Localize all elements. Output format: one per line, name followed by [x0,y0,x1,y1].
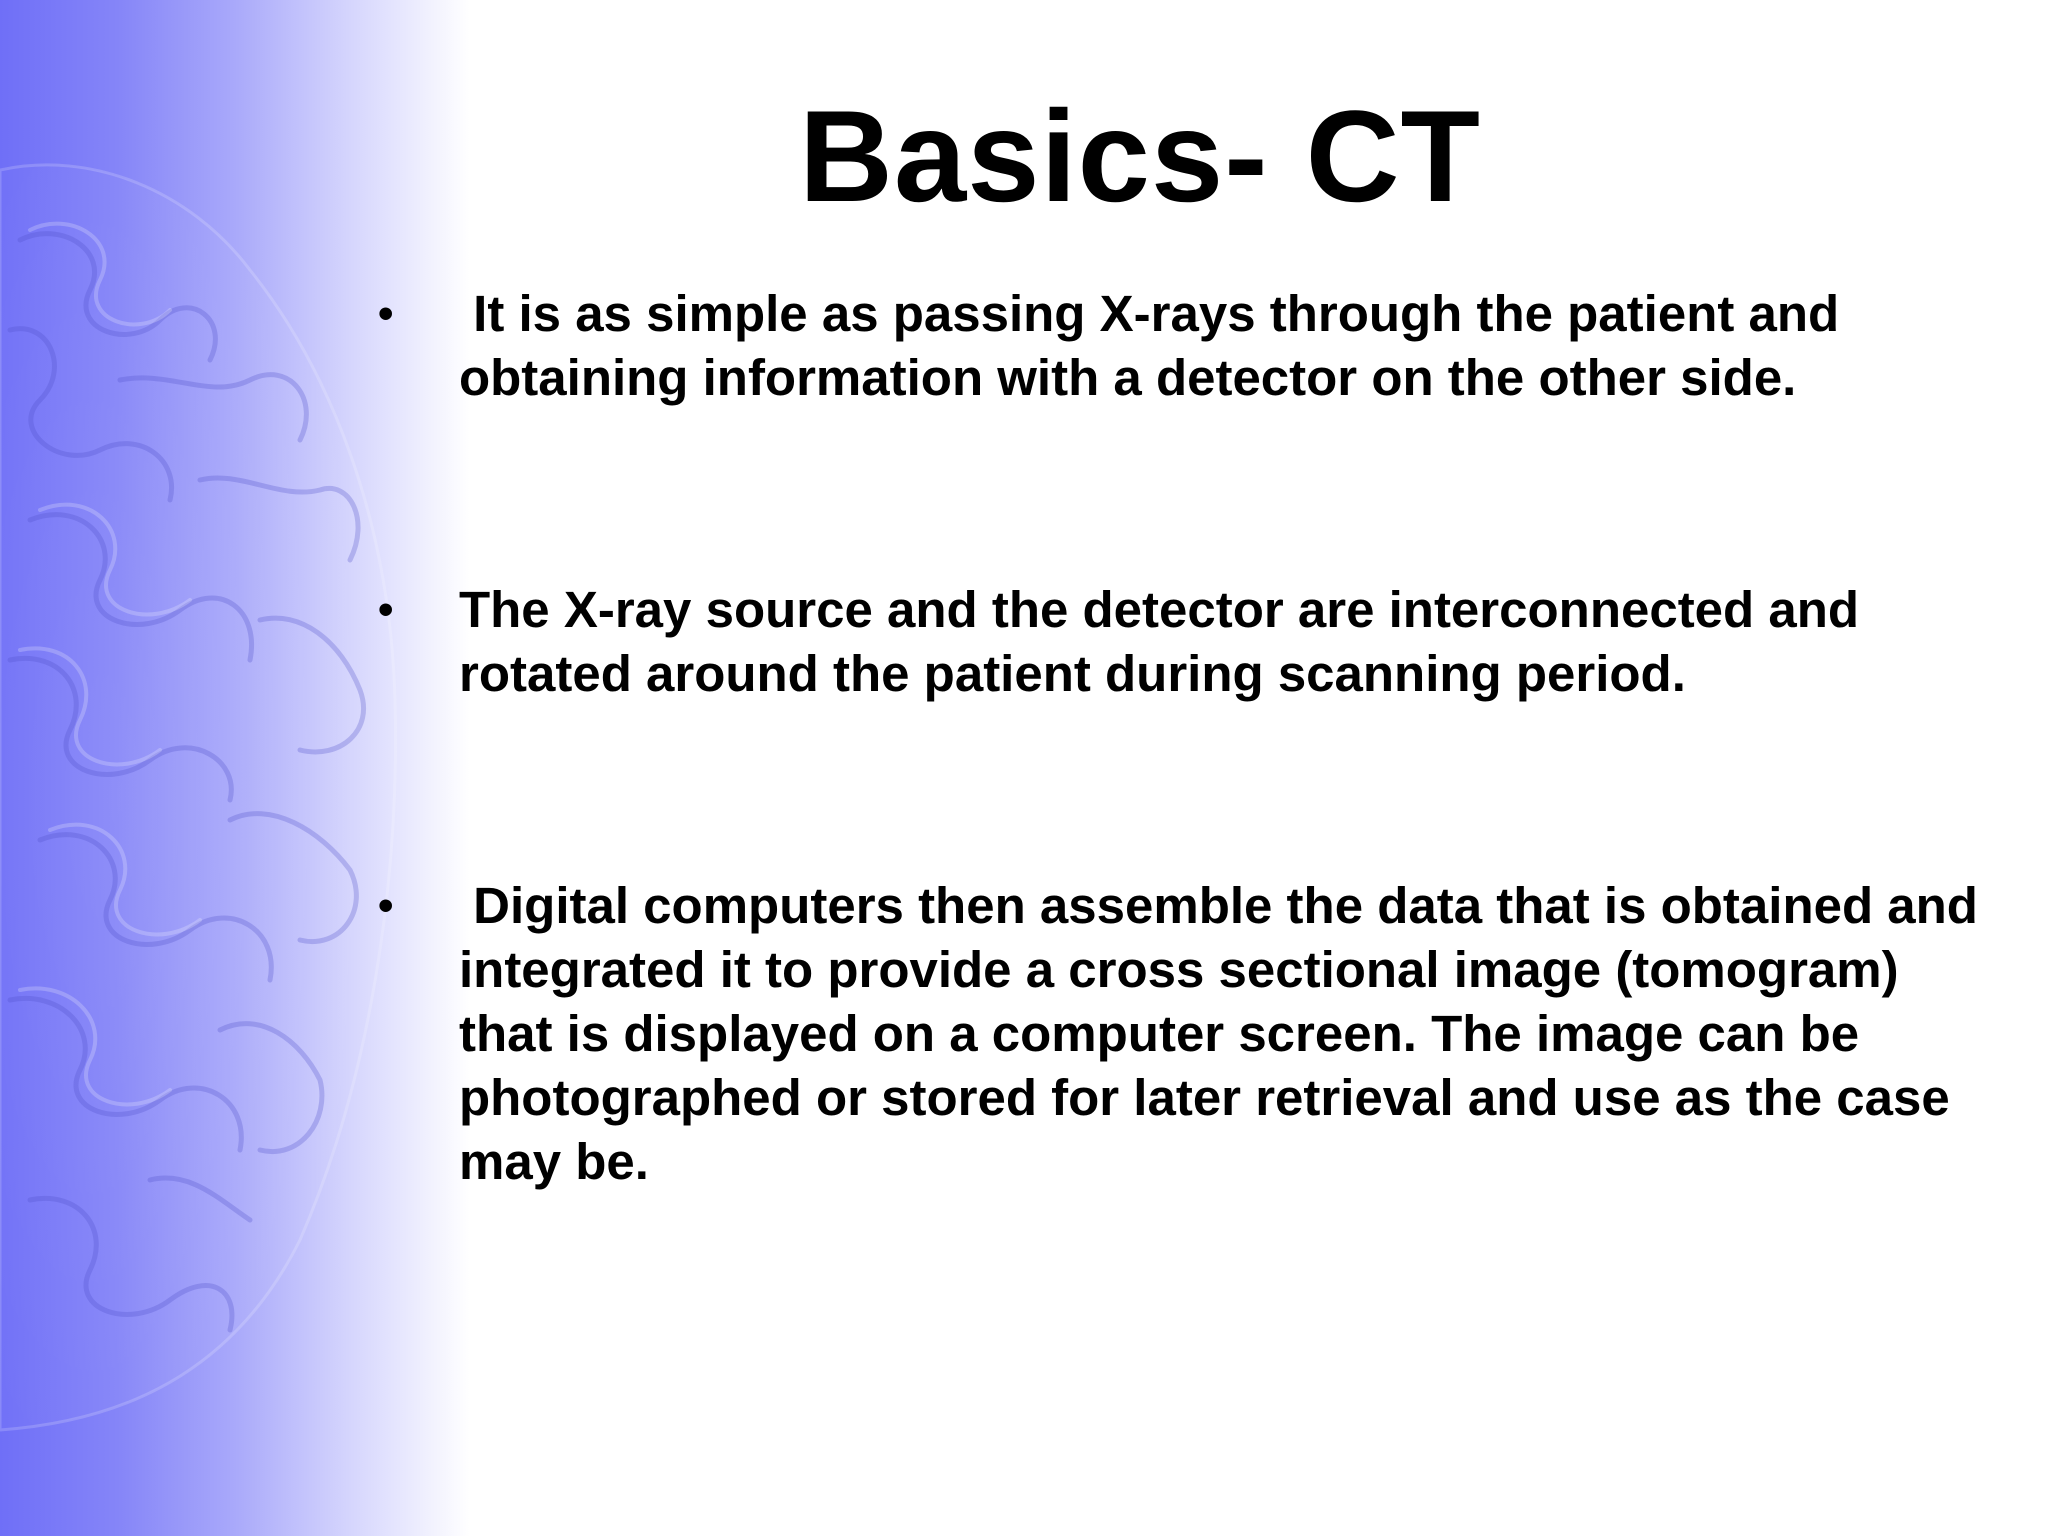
bullet-list [378,282,1998,1194]
bullet-text: The X-ray source and the detector are interconnected and rotated around the patient during scanning period. [459,581,1874,702]
bullet-marker: • [378,289,394,338]
bullet-marker: • [378,585,394,634]
list-item [378,282,1998,410]
slide-title: Basics- CT [799,83,1481,229]
list-item [378,874,1998,1194]
list-item [378,578,1998,706]
bullet-marker: • [378,881,394,930]
bullet-text: It is as simple as passing X-rays through the patient and obtaining information with a detector on the other side. [459,285,1854,406]
bullet-text: Digital computers then assemble the data that is obtained and integrated it to provide a cross sectional image (tomogram) that is displayed on a computer screen. The image can be photographed or stored for later retrieval and use as the case may be. [459,877,1993,1190]
